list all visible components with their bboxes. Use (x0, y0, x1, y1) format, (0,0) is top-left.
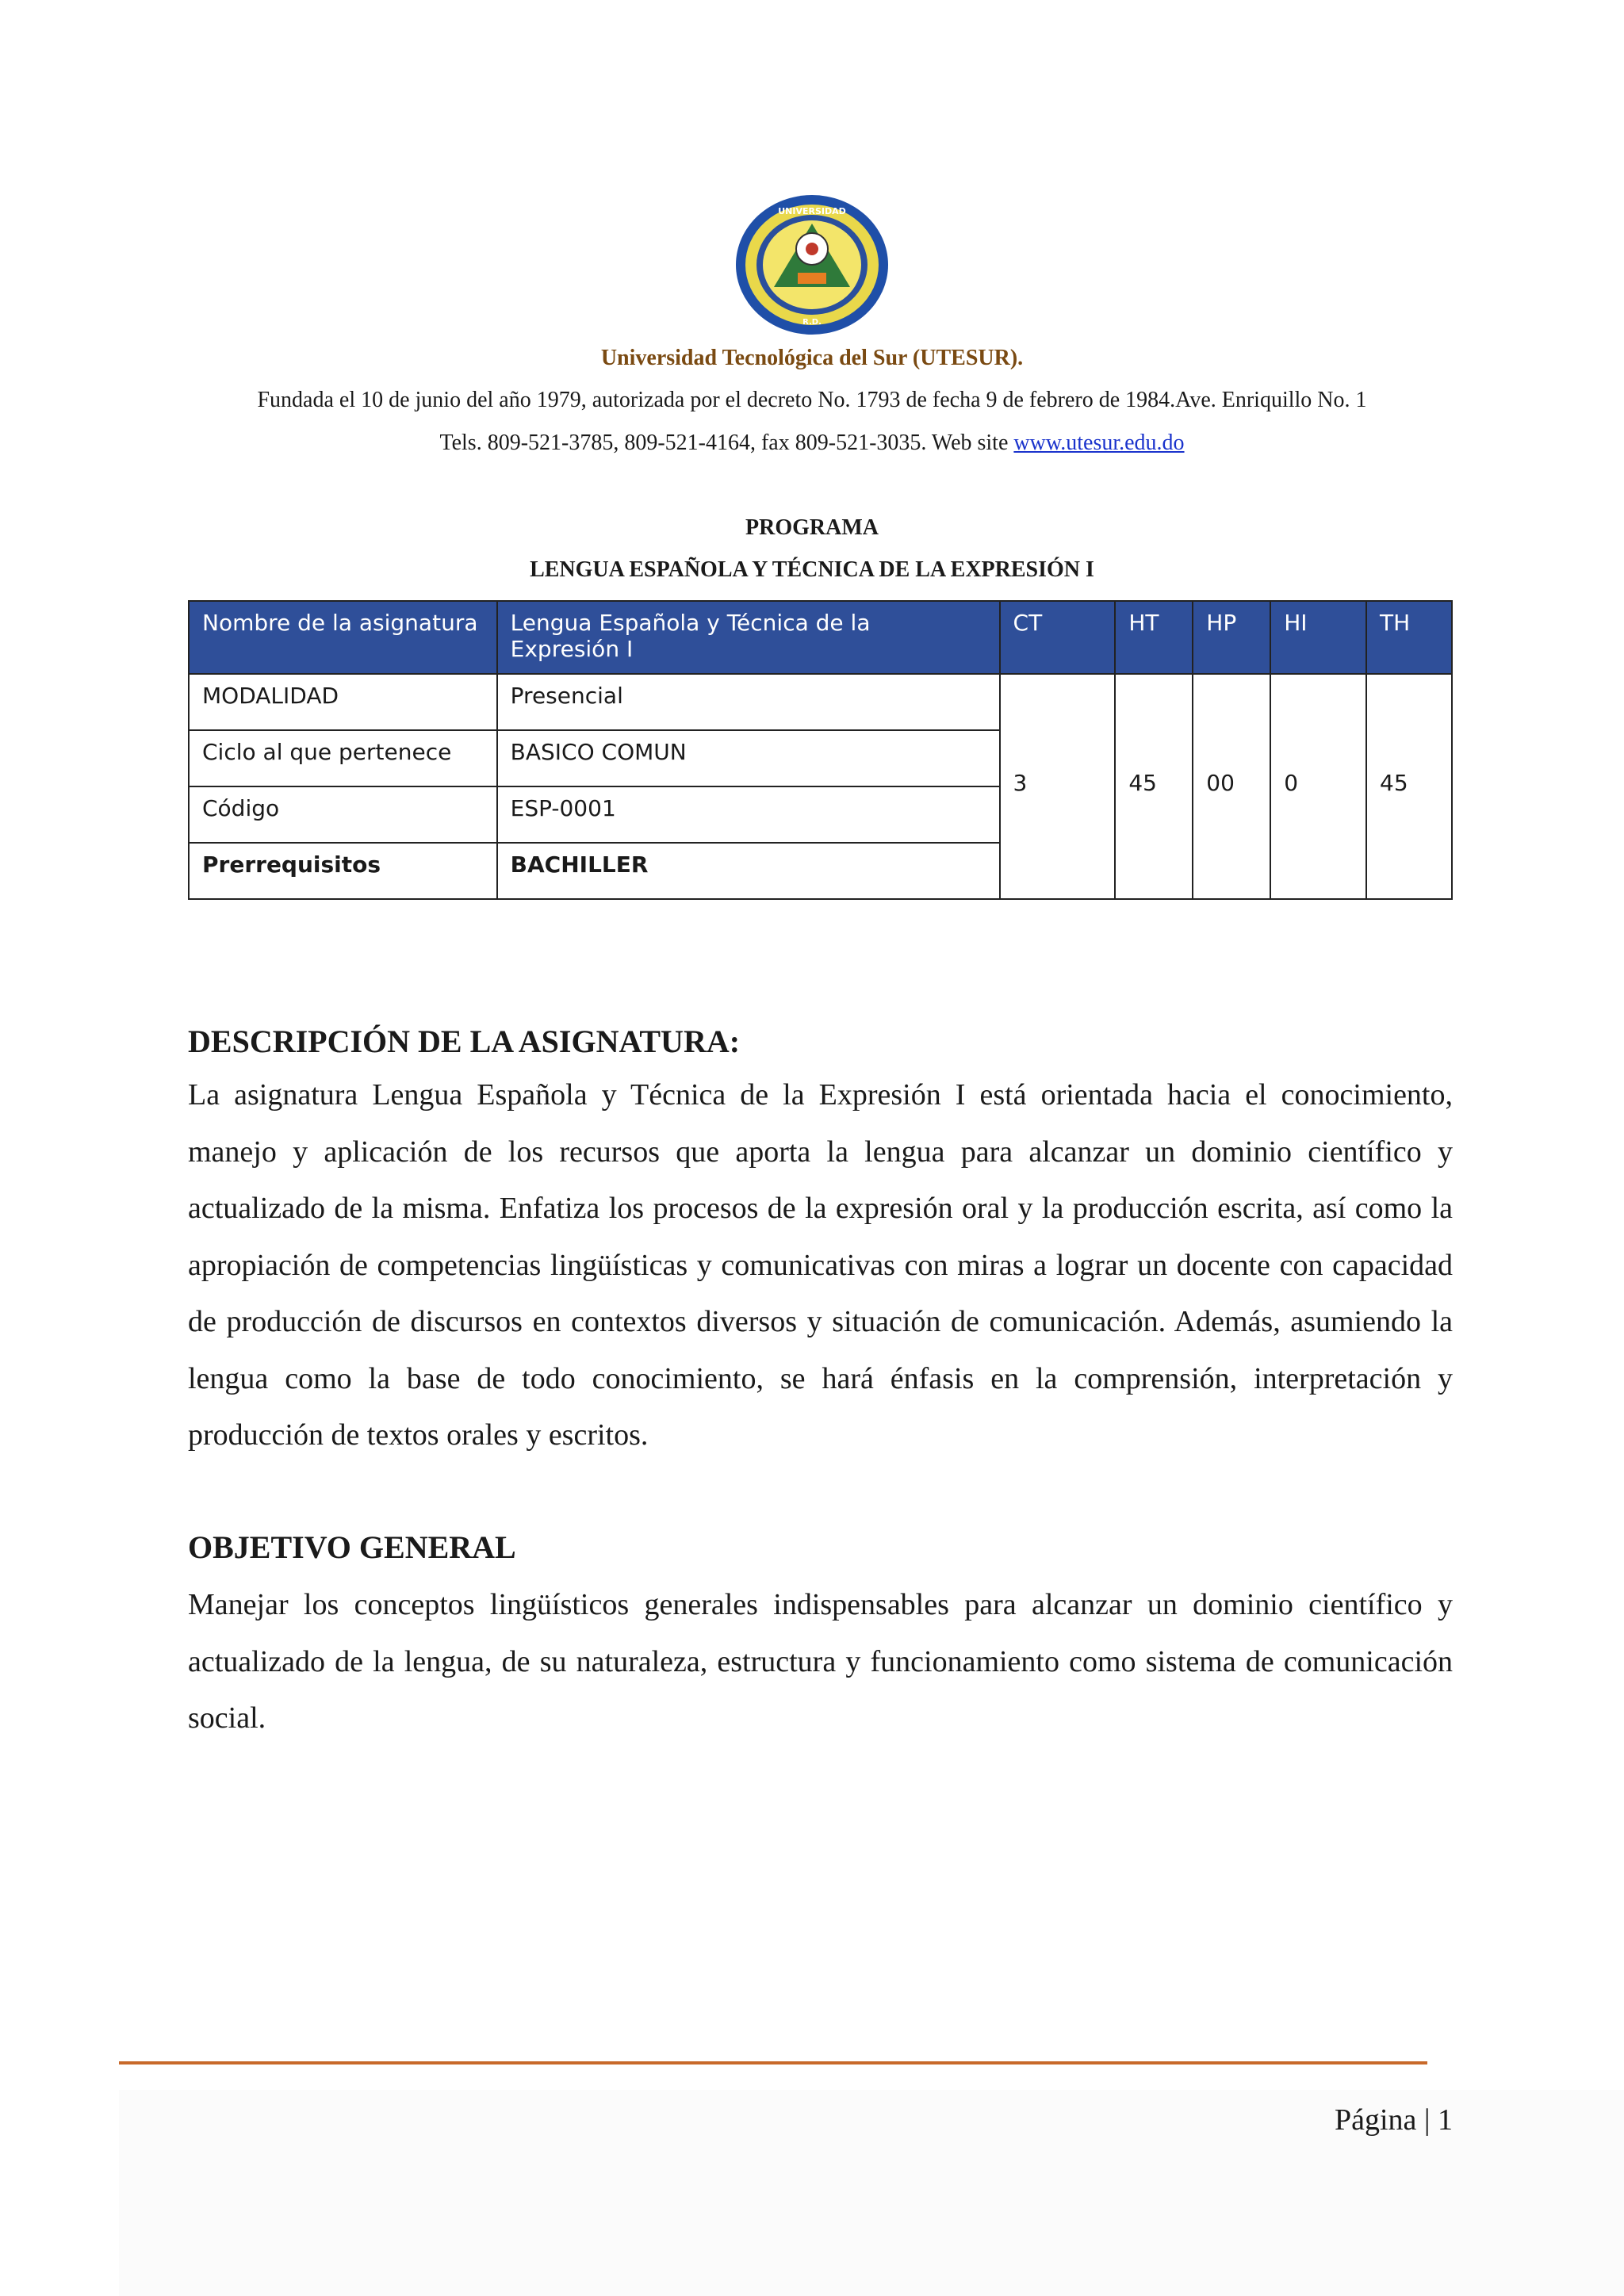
header-subject-title: Lengua Española y Técnica de la Expresión I (497, 601, 1000, 674)
value-ht: 45 (1115, 674, 1193, 899)
svg-text:UNIVERSIDAD: UNIVERSIDAD (778, 206, 846, 216)
header-subject-name: Nombre de la asignatura (189, 601, 497, 674)
description-text: La asignatura Lengua Española y Técnica de la Expresión I está orientada hacia el conocimiento, manejo y aplicación de los recursos que aporta la lengua para alcanzar un dominio científico y actualizado de la misma. Enfatiza los procesos de la expresión oral y la producción escrita, así como la apropiación de competencias lingüísticas y comunicativas con miras a lograr un docente con capacidad de producción de discursos en contextos diversos y situación de comunicación. Además, asumiendo la lengua como la base de todo conocimiento, se hará énfasis en la comprensión, interpretación y producción de textos orales y escritos. (188, 1078, 1453, 1452)
objective-heading: OBJETIVO GENERAL (188, 1529, 516, 1565)
contact-info (119, 430, 1505, 456)
page-number: Página | 1 (1334, 2103, 1453, 2137)
course-info-table (188, 600, 1453, 900)
row-value-prerrequisitos: BACHILLER (497, 843, 1000, 899)
row-label-codigo: Código (189, 786, 497, 843)
value-th: 45 (1366, 674, 1452, 899)
row-value-codigo: ESP-0001 (497, 786, 1000, 843)
program-subtitle: LENGUA ESPAÑOLA Y TÉCNICA DE LA EXPRESIÓN I (530, 557, 1094, 582)
header-hi: HI (1270, 601, 1366, 674)
header-ct: CT (1000, 601, 1116, 674)
footer-rule (119, 2061, 1427, 2064)
row-label-prerrequisitos: Prerrequisitos (189, 843, 497, 899)
header-ht: HT (1115, 601, 1193, 674)
founding-info: Fundada el 10 de junio del año 1979, autorizada por el decreto No. 1793 de fecha 9 de febrero de 1984.Ave. Enriquillo No. 1 (257, 388, 1367, 412)
value-ct: 3 (1000, 674, 1116, 899)
table-header-row (189, 601, 1452, 674)
objective-text: Manejar los conceptos lingüísticos generales indispensables para alcanzar un dominio científico y actualizado de la lengua, de su naturaleza, estructura y funcionamiento como sistema de comunicación social. (188, 1588, 1453, 1735)
table-row (189, 674, 1452, 730)
description-heading: DESCRIPCIÓN DE LA ASIGNATURA: (188, 1024, 741, 1059)
svg-text:R.D.: R.D. (802, 318, 822, 327)
value-hi: 0 (1270, 674, 1366, 899)
row-value-modalidad: Presencial (497, 674, 1000, 730)
row-value-ciclo: BASICO COMUN (497, 730, 1000, 786)
value-hp: 00 (1193, 674, 1270, 899)
row-label-modalidad: MODALIDAD (189, 674, 497, 730)
header-hp: HP (1193, 601, 1270, 674)
row-label-ciclo: Ciclo al que pertenece (189, 730, 497, 786)
header-th: TH (1366, 601, 1452, 674)
contact-text: Tels. 809-521-3785, 809-521-4164, fax 809-521-3035. Web site (439, 430, 1014, 455)
program-title: PROGRAMA (745, 515, 879, 540)
university-seal-logo (734, 193, 890, 336)
website-link[interactable]: www.utesur.edu.do (1013, 430, 1185, 455)
university-name: Universidad Tecnológica del Sur (UTESUR). (600, 346, 1024, 370)
